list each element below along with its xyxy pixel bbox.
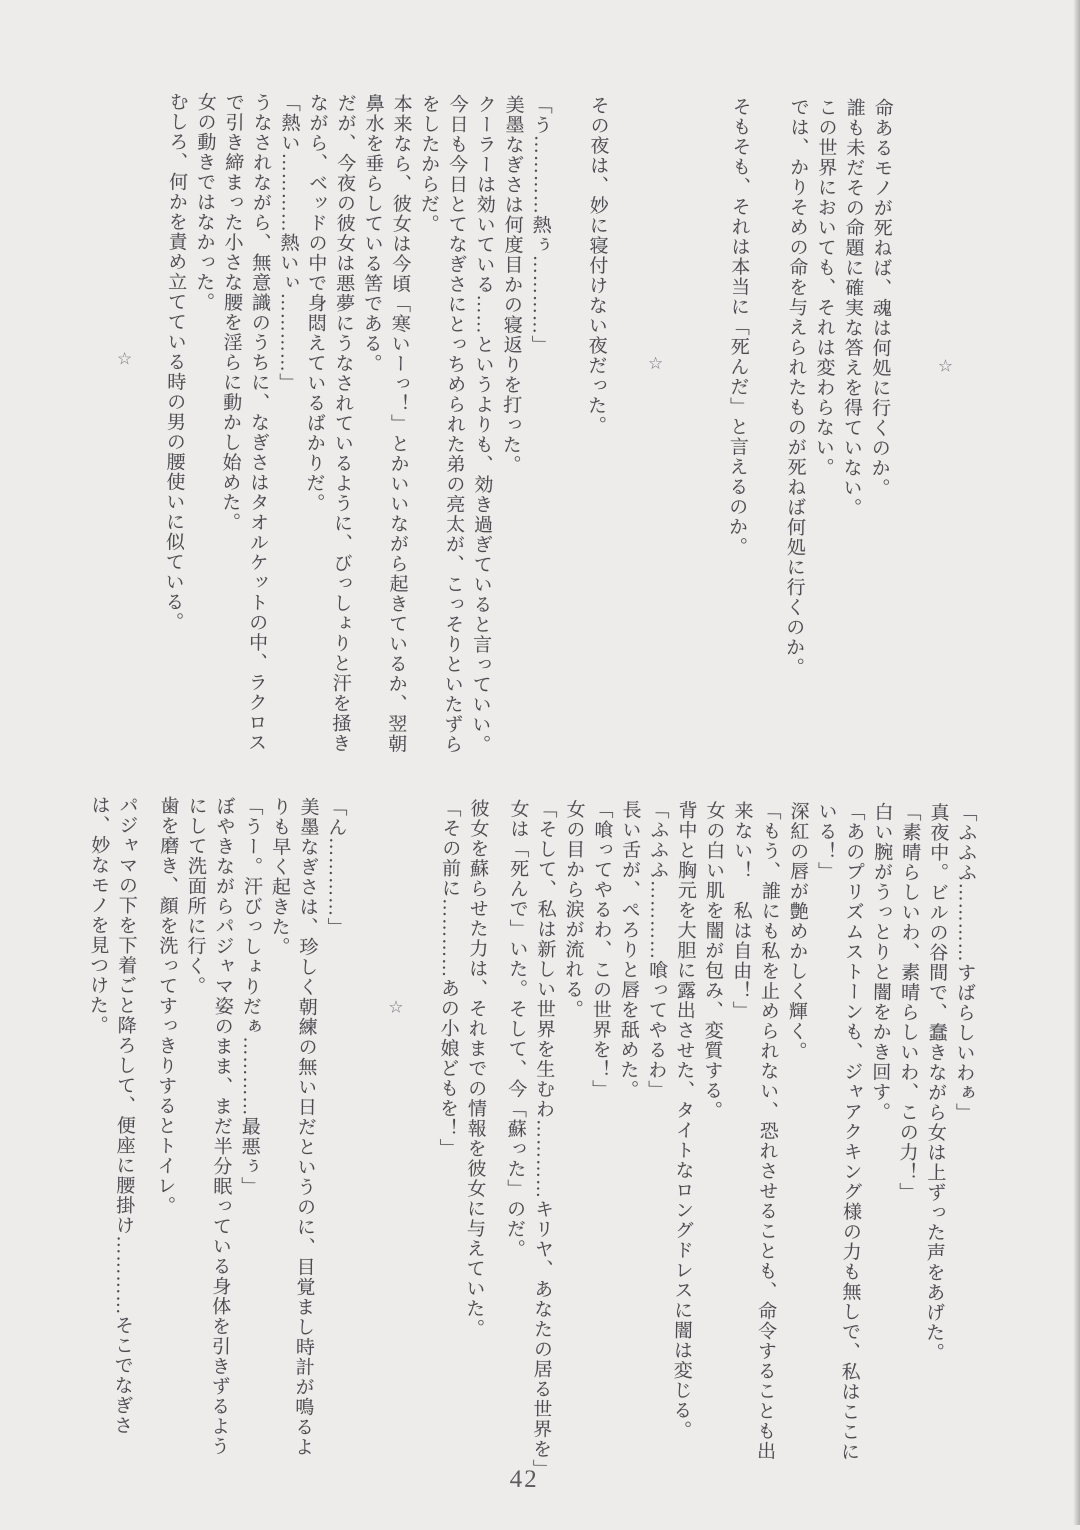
star-separator: ☆ [935, 356, 956, 378]
page-number: 42 [509, 1465, 539, 1494]
text-column: 深紅の唇が艶めかしく輝く。 [785, 801, 809, 1062]
star-separator: ☆ [114, 349, 135, 371]
text-column: 「喰ってやるわ、この世界を！」 [589, 799, 613, 1100]
text-column: だが、今夜の彼女は悪夢にうなされているように、びっしょりと汗を掻きながら、ベッドの中で身悶えているばかりだ。 [303, 92, 356, 754]
text-column: 「うー。汗びっしょりだぁ…………最悪ぅ」 [238, 796, 263, 1197]
text-column: この世界においても、それは変わらない。 [812, 97, 837, 478]
text-column: クーラーは効いている……というよりも、効き過ぎていると言っていい。 [469, 94, 496, 755]
text-column: 女は「死んで」いた。そして、今「蘇った」のだ。 [503, 798, 529, 1259]
top-text-block [96, 91, 962, 776]
text-column: 今日も今日とてなぎさにとっちめられた弟の亮太が、こっそりといたずらをしたからだ。 [417, 93, 468, 755]
text-column: 真夜中。ビルの谷間で、蠢きながら女は上ずった声をあげた。 [922, 802, 949, 1363]
text-column: 「あのプリズムストーンも、ジャアクキング様の力も無しで、私はここにいる！」 [814, 801, 865, 1462]
text-column: 背中と胸元を大胆に露出させた、タイトなロングドレスに闇は変じる。 [670, 800, 697, 1441]
text-column: むしろ、何かを責め立てている時の男の腰使いに似ている。 [162, 91, 188, 632]
star-separator: ☆ [645, 353, 666, 376]
star-separator: ☆ [385, 997, 406, 1019]
text-column: 「素晴らしいわ、素晴らしいわ、この力！」 [896, 802, 921, 1203]
text-column: 女の動きではなかった。 [192, 91, 216, 313]
text-column: ぼやきながらパジャマ姿のまま、まだ半分眠っている身体を引きずるようにして洗面所に行く。 [183, 795, 235, 1457]
text-column: 誰も未だその命題に確実な答えを得ていない。 [840, 97, 865, 518]
text-column: 歯を磨き、顔を洗ってすっきりするとトイレ。 [154, 795, 179, 1216]
text-column: 「その前に…………あの小娘どもを！」 [436, 798, 461, 1159]
text-column: 「う…………熱ぅ…………」 [528, 94, 552, 356]
text-column: 命あるモノが死ねば、魂は何処に行くのか。 [868, 97, 893, 499]
text-column: 美墨なぎさは、珍しく朝練の無い日だというのに、目覚まし時計が鳴るよりも早く起きた。 [268, 796, 319, 1458]
text-column: 「ん…………」 [324, 797, 347, 938]
text-column: 白い腕がうっとりと闇をかき回す。 [868, 801, 893, 1123]
text-column: 「ふふふ…………喰ってやるわ」 [645, 799, 669, 1101]
text-column: その夜は、妙に寝付けない夜だった。 [584, 95, 609, 436]
text-column: 「熱い…………熱いぃ…………」 [276, 92, 300, 393]
scan-edge-shadow [1073, 0, 1080, 1525]
text-column: 「もう、誰にも私を止められない、恐れさせることも、命令することも出来ない！ 私は自由！」 [729, 800, 781, 1462]
text-column: では、かりそめの命を与えられたものが死ねば何処に行くのか。 [782, 97, 809, 678]
text-column: 女の白い肌を闇が包み、変質する。 [700, 800, 725, 1121]
text-column: 女の目から涙が流れる。 [561, 799, 585, 1020]
text-column: 「そして、私は新しい世界を生むわ…………キリヤ、あなたの居る世界を」 [529, 798, 557, 1480]
text-column: 「ふふふ…………すばらしいわぁ」 [952, 802, 977, 1123]
text-column: 本来なら、彼女は今頃「寒いーっ！」とかいいながら起きているか、翌朝鼻水を垂らしている筈である。 [360, 93, 412, 754]
bottom-text-block [69, 795, 980, 1481]
text-column: 長い舌が、ぺろりと唇を舐めた。 [617, 799, 641, 1100]
text-column: 彼女を蘇らせた力は、それまでの情報を彼女に与えていた。 [462, 798, 489, 1339]
text-column: パジャマの下を下着ごと降ろして、便座に腰掛け…………そこでなぎさは、妙なモノを見つけた。 [86, 795, 138, 1436]
text-column: そもそも、それは本当に「死んだ」と言えるのか。 [725, 96, 751, 557]
text-column: うなされながら、無意識のうちに、なぎさはタオルケットの中、ラクロスで引き締まった小さな腰を淫らに動かし始めた。 [218, 92, 272, 753]
text-column: 美墨なぎさは何度目かの寝返りを打った。 [499, 94, 524, 475]
